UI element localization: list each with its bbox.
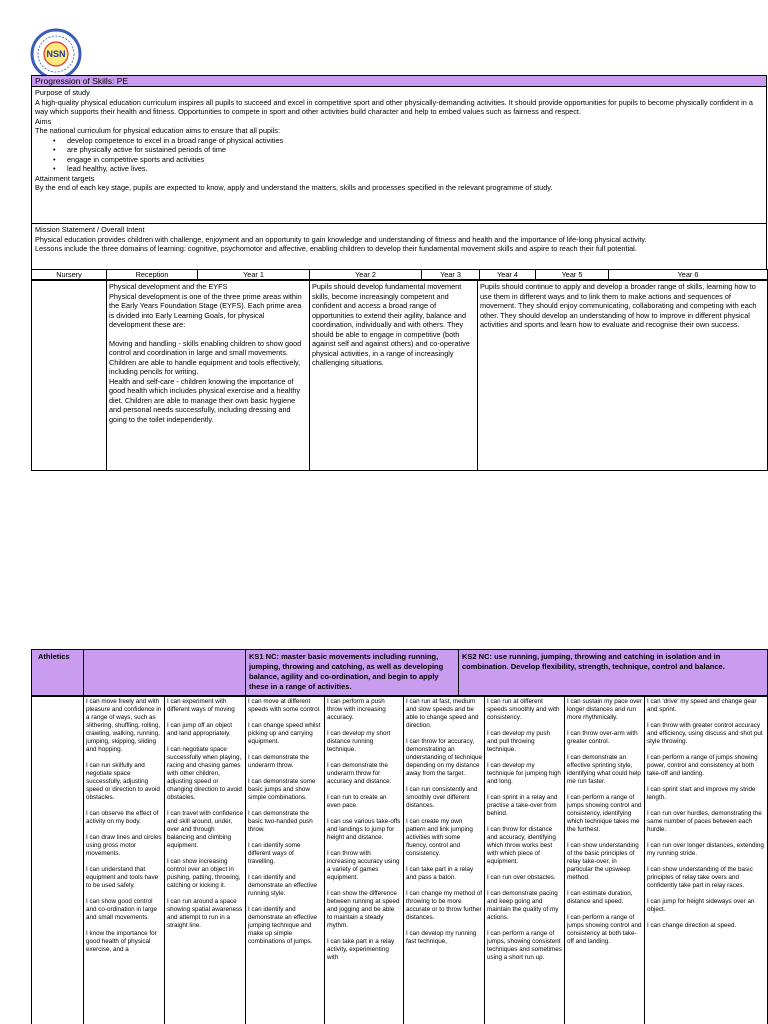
key-stage-description-row <box>31 280 768 471</box>
skill-statement: I can run consistently and smoothly over different distances. <box>406 786 478 809</box>
nursery-athletics-skills <box>84 697 165 1024</box>
list-item: • lead healthy, active lives. <box>67 164 763 174</box>
empty-cell <box>32 281 107 471</box>
skill-statement: I can 'drive' my speed and change gear and sprint. <box>647 698 757 713</box>
eyfs-description: Physical development and the EYFS Physical development is one of the three prime areas within the Early Years Foundation Stage (EYFS). Each prime area is divided into Early Learning Goals, for physical development these are: Moving and handling - skills enabling children to show good control and coordination in large and small movements. Children are able to handle equipment and tools effectively, including pencils for writing. Health and self-care - children knowing the importance of good health which includes physical exercise and a healthy diet. Children are able to manage their own basic hygiene and personal needs successfully, including dressing and going to the toilet independently. <box>107 281 310 471</box>
year-label: Nursery <box>32 270 107 280</box>
skill-statement: I can use various take-offs and landings to jump for height and distance. <box>327 818 401 841</box>
year5-athletics-skills <box>565 697 645 1024</box>
purpose-heading: Purpose of study <box>35 88 90 97</box>
skill-statement: I can develop my technique for jumping high and long. <box>487 762 561 785</box>
year2-athletics-skills <box>325 697 404 1024</box>
page-title: Progression of Skills: PE <box>31 75 767 87</box>
skill-statement: I can experiment with different ways of moving <box>167 698 235 713</box>
year-label: Year 3 <box>422 270 480 280</box>
year-label: Reception <box>107 270 198 280</box>
skill-statement: I can run at different speeds smoothly and with consistency. <box>487 698 560 721</box>
ks2-description: Pupils should continue to apply and develop a broader range of skills, learning how to use them in different ways and to link them to make actions and sequences of movement. They should enjoy communicating, collaborating and competing with each other. They should develop an understanding of how to improve in different physical activities and sports and learn how to evaluate and recognise their own success. <box>478 281 768 471</box>
skill-statement: I can run to create an even pace. <box>327 794 387 809</box>
skill-statement: I can change my method of throwing to be more accurate or to throw further distances. <box>406 890 482 921</box>
skill-statement: I can develop my push and pull throwing technique. <box>487 730 551 753</box>
skill-statement: I can perform a range of jumps showing control and consistency at both take-off and landing. <box>567 914 642 945</box>
skill-statement: I can take part in a relay and pass a baton. <box>406 866 474 881</box>
skill-statement: I can estimate duration, distance and speed. <box>567 890 633 905</box>
purpose-body: A high-quality physical education curriculum inspires all pupils to succeed and excel in competitive sport and other physically-demanding activities. It should provide opportunities for pupils to become physically confident in a way which supports their health and fitness. Opportunities to compete in sport and other activities build character and help to embed values such as fairness and respect. <box>35 97 753 116</box>
athletics-skills-table <box>31 696 768 1024</box>
skill-statement: I can show the difference between running at speed and jogging and be able to maintain a steady rhythm. <box>327 890 400 929</box>
skill-statement: I can show good control and co-ordination in large and small movements. <box>86 898 158 921</box>
year-header-row <box>31 269 768 280</box>
skill-statement: I can run over longer distances, extending my running stride. <box>647 842 764 857</box>
targets-body: By the end of each key stage, pupils are expected to know, apply and understand the matters, skills and processes specified in the relevant programme of study. <box>35 183 553 192</box>
empty-cell <box>32 697 84 1024</box>
list-item: • develop competence to excel in a broad range of physical activities <box>67 136 763 146</box>
skill-statement: I can sprint start and improve my stride length. <box>647 786 756 801</box>
skill-statement: I can run at fast, medium and slow speeds and be able to change speed and direction. <box>406 698 479 729</box>
skill-statement: I can throw with increasing accuracy using a variety of games equipment. <box>327 850 400 881</box>
skill-statement: I can demonstrate pacing and keep going and maintain the quality of my actions. <box>487 890 559 921</box>
list-item: • are physically active for sustained periods of time <box>67 145 763 155</box>
skill-statement: I can draw lines and circles using gross motor movements. <box>86 834 162 857</box>
mission-section <box>31 224 767 270</box>
athletics-title: Athletics <box>32 650 84 696</box>
skill-statement: I can demonstrate the underarm throw. <box>248 754 309 769</box>
skill-statement: I can run skilfully and negotiate space successfully, adjusting speed or direction to avoid obstacles. <box>86 762 160 801</box>
skill-statement: I can move freely and with pleasure and confidence in a range of ways, such as slithering, shuffling, rolling, crawling, walking, running, jumping, skipping, sliding and hopping. <box>86 698 162 753</box>
skill-statement: I can jump off an object and land appropriately. <box>167 722 232 737</box>
skill-statement: I can throw over-arm with greater control. <box>567 730 638 745</box>
skill-statement: I can demonstrate the underarm throw for accuracy and distance. <box>327 762 392 785</box>
year-label: Year 1 <box>198 270 310 280</box>
skill-statement: I can create my own pattern and link jumping activities with some fluency, control and consistency. <box>406 818 473 857</box>
skill-statement: I can perform a range of jumps, showing consistent techniques and sometimes using a short run up. <box>487 930 562 961</box>
ks1-description: Pupils should develop fundamental movement skills, become increasingly competent and confident and access a broad range of opportunities to extend their agility, balance and coordination, individually and with others. They should be able to engage in competitive (both against self and against others) and co-operative physical activities, in a range of increasingly challenging situations. <box>310 281 478 471</box>
skill-statement: I can run over hurdles, demonstrating the same number of paces between each hurdle. <box>647 810 762 833</box>
targets-heading: Attainment targets <box>35 173 95 183</box>
aims-list <box>35 136 763 174</box>
skill-statement: I can throw for accuracy, demonstrating an understanding of technique depending on my distance away from the target. <box>406 738 482 777</box>
skill-statement: I can demonstrate the basic two-handed push throw. <box>248 810 313 833</box>
skill-statement: I can perform a push throw with increasing accuracy. <box>327 698 386 721</box>
skill-statement: I can change speed whilst picking up and carrying equipment. <box>248 722 321 745</box>
year-label: Year 6 <box>609 270 768 280</box>
skill-statement: I can perform a range of jumps showing control and consistency, identifying which technique takes me the furthest. <box>567 794 642 833</box>
ks1-nc-statement: KS1 NC: master basic movements including running, jumping, throwing and catching, as well as developing balance, agility and co-ordination, and begin to apply these in a range of activities. <box>246 650 459 696</box>
skill-statement: I can observe the effect of activity on my body. <box>86 810 159 825</box>
year-label: Year 5 <box>536 270 609 280</box>
skill-statement: I can move at different speeds with some control. <box>248 698 321 713</box>
skill-statement: I can show understanding of the basic principles of relay take-over, in particular the upsweep method. <box>567 842 639 881</box>
skill-statement: I can throw for distance and accuracy, identifying which throw works best with which piece of equipment. <box>487 826 556 865</box>
year6-athletics-skills <box>645 697 768 1024</box>
athletics-header <box>31 649 768 696</box>
mission-domains: Lessons include the three domains of learning: cognitive, psychomotor and affective, enabling children to develop their fundamental movement skills and aspire to reach their full potential. <box>35 244 637 253</box>
skill-statement: I can run over obstacles. <box>487 874 556 881</box>
skill-statement: I can perform a range of jumps showing power, control and consistency at both take-off and landing. <box>647 754 758 777</box>
skill-statement: I can run around a space showing spatial awareness and attempt to run in a straight line. <box>167 898 243 929</box>
skill-statement: I can travel with confidence and skill around, under, over and through balancing and climbing equipment. <box>167 810 243 849</box>
skill-statement: I can develop my short distance running technique. <box>327 730 391 753</box>
year3-athletics-skills <box>404 697 485 1024</box>
mission-body: Physical education provides children with challenge, enjoyment and an opportunity to gain knowledge and understanding of fitness and health and the importance of life-long physical activity. <box>35 234 647 244</box>
aims-heading: Aims <box>35 116 52 126</box>
year-label: Year 4 <box>480 270 536 280</box>
reception-athletics-skills <box>165 697 246 1024</box>
year1-athletics-skills <box>246 697 325 1024</box>
skill-statement: I can demonstrate an effective sprinting style, identifying what could help me run faster. <box>567 754 641 785</box>
aims-intro: The national curriculum for physical education aims to ensure that all pupils: <box>35 126 280 135</box>
ks2-nc-statement: KS2 NC: use running, jumping, throwing and catching in isolation and in combination. Develop flexibility, strength, technique, control and balance. <box>459 650 768 696</box>
skill-statement: I can show increasing control over an object in pushing, patting, throwing, catching or kicking it. <box>167 858 241 889</box>
skill-statement: I can change direction at speed. <box>647 922 737 929</box>
skill-statement: I can show understanding of the basic principles of relay take overs and confidently take part in relay races. <box>647 866 753 889</box>
svg-text:NSN: NSN <box>46 49 66 59</box>
purpose-section <box>31 87 767 224</box>
skill-statement: I can demonstrate some basic jumps and show simple combinations. <box>248 778 316 801</box>
skill-statement: I can identify some different ways of travelling. <box>248 842 301 865</box>
skill-statement: I can negotiate space successfully when playing, racing and chasing games with other children, adjusting speed or changing direction to avoid obstacles. <box>167 746 242 801</box>
mission-heading: Mission Statement / Overall Intent <box>35 225 145 234</box>
skill-statement: I can jump for height sideways over an object. <box>647 898 755 913</box>
empty-cell <box>84 650 246 696</box>
skill-statement: I can sprint in a relay and practise a take-over from behind. <box>487 794 558 817</box>
skill-statement: I can identify and demonstrate an effective jumping technique and make up simple combinations of jumps. <box>248 906 317 945</box>
list-item: • engage in competitive sports and activities <box>67 155 763 165</box>
skill-statement: I know the importance for good health of physical exercise, and a <box>86 930 157 953</box>
skill-statement: I can identify and demonstrate an effective running style. <box>248 874 317 897</box>
year-label: Year 2 <box>310 270 422 280</box>
nsn-school-logo-icon <box>30 28 82 80</box>
year4-athletics-skills <box>485 697 565 1024</box>
skill-statement: I can understand that equipment and tools have to be used safely. <box>86 866 159 889</box>
skill-statement: I can take part in a relay activity, experimenting with <box>327 938 395 961</box>
skill-statement: I can sustain my pace over longer distances and run more rhythmically. <box>567 698 642 721</box>
skill-statement: I can throw with greater control accuracy and efficiency, using discuss and shot put style throwing. <box>647 722 763 745</box>
skill-statement: I can develop my running fast technique, <box>406 930 477 945</box>
